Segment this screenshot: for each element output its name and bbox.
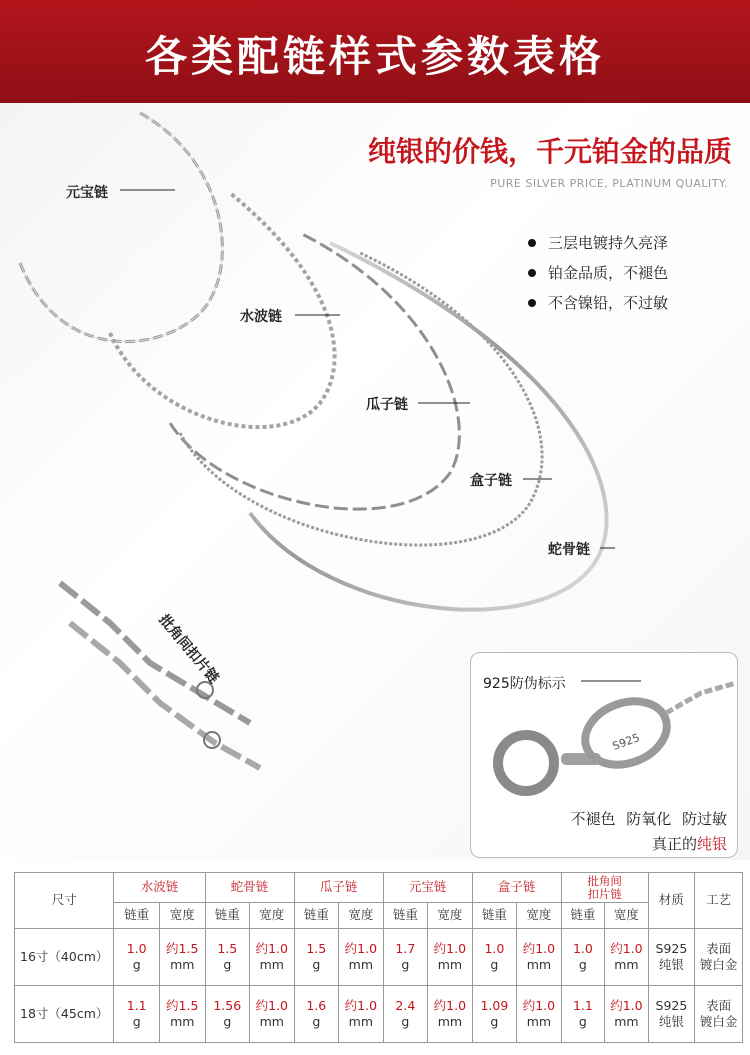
- width-cell: 约1.0 mm: [250, 929, 295, 986]
- width-cell: 约1.0 mm: [605, 929, 648, 986]
- bullet-icon: [528, 299, 536, 307]
- weight-cell: 1.1 g: [114, 986, 160, 1043]
- weight-cell: 1.0 g: [561, 929, 604, 986]
- width-cell: 约1.0 mm: [339, 929, 384, 986]
- process-cell: 表面 镀白金: [695, 986, 743, 1043]
- weight-cell: 1.6 g: [294, 986, 339, 1043]
- width-cell: 约1.5 mm: [159, 929, 205, 986]
- weight-cell: 1.56 g: [205, 986, 250, 1043]
- hezi-chain-shape: [180, 253, 542, 545]
- width-cell: 约1.0 mm: [428, 986, 473, 1043]
- width-cell: 约1.5 mm: [159, 986, 205, 1043]
- subheader-width: 宽度: [517, 903, 562, 929]
- slogan-english: PURE SILVER PRICE, PLATINUM QUALITY.: [490, 177, 728, 190]
- feature-item: 铂金品质，不褪色: [528, 258, 668, 288]
- bullet-icon: [528, 239, 536, 247]
- label-hezi: 盒子链: [470, 473, 512, 489]
- label-yuanbao: 元宝链: [66, 185, 108, 201]
- row-size: 16寸（40cm）: [15, 929, 114, 986]
- mark-genuine: 真正的纯银: [651, 835, 727, 853]
- header-chain: 瓜子链: [294, 873, 383, 903]
- width-cell: 约1.0 mm: [250, 986, 295, 1043]
- slogan: 纯银的价钱，千元铂金的品质: [367, 135, 732, 168]
- weight-cell: 1.7 g: [383, 929, 428, 986]
- process-cell: 表面 镀白金: [695, 929, 743, 986]
- label-pijiao: 批角间扣片链: [155, 611, 222, 687]
- header-chain: 元宝链: [383, 873, 472, 903]
- subheader-weight: 链重: [114, 903, 160, 929]
- title-banner: [0, 0, 750, 103]
- header-material: 材质: [648, 873, 695, 929]
- mark-properties: 不褪色 防氧化 防过敏: [570, 810, 727, 828]
- header-process: 工艺: [695, 873, 743, 929]
- table-header-row: [15, 873, 743, 903]
- mark-label: 925防伪标示: [483, 676, 566, 692]
- header-size: 尺寸: [15, 873, 114, 929]
- width-cell: 约1.0 mm: [339, 986, 384, 1043]
- subheader-width: 宽度: [250, 903, 295, 929]
- page-title: 各类配链样式参数表格: [144, 32, 605, 81]
- width-cell: 约1.0 mm: [517, 986, 562, 1043]
- weight-cell: 2.4 g: [383, 986, 428, 1043]
- subheader-weight: 链重: [383, 903, 428, 929]
- pijiao-chain-closeup: [60, 583, 260, 768]
- feature-item: 三层电镀持久亮泽: [528, 228, 668, 258]
- weight-cell: 1.0 g: [472, 929, 517, 986]
- label-shegu: 蛇骨链: [548, 542, 590, 558]
- subheader-weight: 链重: [472, 903, 517, 929]
- weight-cell: 1.5 g: [205, 929, 250, 986]
- weight-cell: 1.09 g: [472, 986, 517, 1043]
- width-cell: 约1.0 mm: [428, 929, 473, 986]
- bullet-icon: [528, 269, 536, 277]
- subheader-width: 宽度: [159, 903, 205, 929]
- weight-cell: 1.1 g: [561, 986, 604, 1043]
- table-row: [15, 986, 743, 1043]
- label-guazi: 瓜子链: [366, 397, 408, 413]
- width-cell: 约1.0 mm: [605, 986, 648, 1043]
- mark-stamp: S925: [610, 731, 642, 753]
- guazi-chain-shape: [170, 233, 459, 509]
- subheader-width: 宽度: [605, 903, 648, 929]
- subheader-weight: 链重: [294, 903, 339, 929]
- table-row: [15, 929, 743, 986]
- subheader-width: 宽度: [339, 903, 384, 929]
- subheader-weight: 链重: [561, 903, 604, 929]
- row-size: 18寸（45cm）: [15, 986, 114, 1043]
- weight-cell: 1.5 g: [294, 929, 339, 986]
- feature-item: 不含镍铅，不过敏: [528, 288, 668, 318]
- header-chain: 批角间 扣片链: [561, 873, 648, 903]
- subheader-width: 宽度: [428, 903, 473, 929]
- spec-table: [14, 872, 743, 1043]
- header-chain: 盒子链: [472, 873, 561, 903]
- header-chain: 水波链: [114, 873, 205, 903]
- subheader-weight: 链重: [205, 903, 250, 929]
- yuanbao-chain-shape: [20, 113, 222, 342]
- width-cell: 约1.0 mm: [517, 929, 562, 986]
- yuanbao-chain-highlight: [20, 113, 222, 342]
- feature-list: [528, 228, 668, 318]
- mark-inset: [470, 652, 738, 858]
- material-cell: S925 纯银: [648, 929, 695, 986]
- label-shuibo: 水波链: [240, 309, 282, 325]
- header-chain: 蛇骨链: [205, 873, 294, 903]
- weight-cell: 1.0 g: [114, 929, 160, 986]
- material-cell: S925 纯银: [648, 986, 695, 1043]
- table-subheader-row: [15, 903, 743, 929]
